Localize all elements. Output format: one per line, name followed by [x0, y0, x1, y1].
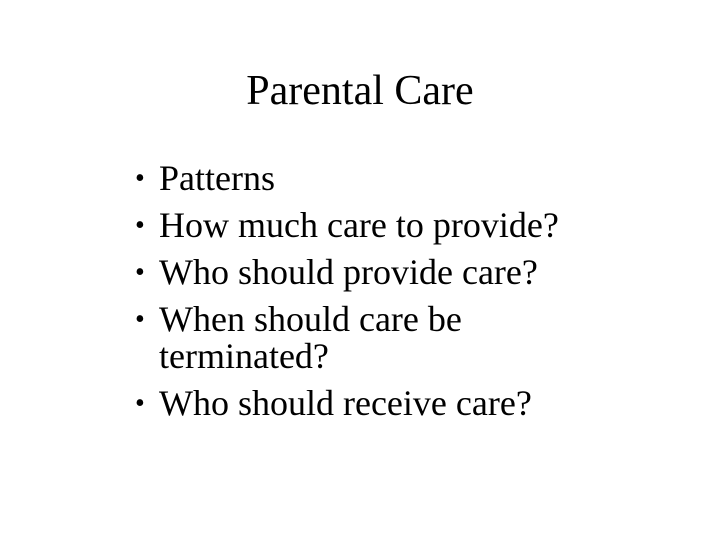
- list-item: [135, 207, 597, 244]
- bullet-text: When should care be terminated?: [159, 299, 462, 376]
- bullet-text: Who should provide care?: [159, 252, 538, 292]
- bullet-icon: •: [135, 304, 145, 335]
- list-item: [135, 301, 597, 375]
- bullet-icon: •: [135, 388, 145, 419]
- list-item: [135, 254, 597, 291]
- slide-title: Parental Care: [246, 68, 474, 114]
- bullet-list: [135, 160, 597, 422]
- bullet-icon: •: [135, 210, 145, 241]
- bullet-text: Who should receive care?: [159, 383, 532, 423]
- slide-body: [135, 160, 597, 432]
- list-item: [135, 160, 597, 197]
- bullet-icon: •: [135, 257, 145, 288]
- list-item: [135, 385, 597, 422]
- bullet-icon: •: [135, 163, 145, 194]
- bullet-text: Patterns: [159, 158, 275, 198]
- bullet-text: How much care to provide?: [159, 205, 559, 245]
